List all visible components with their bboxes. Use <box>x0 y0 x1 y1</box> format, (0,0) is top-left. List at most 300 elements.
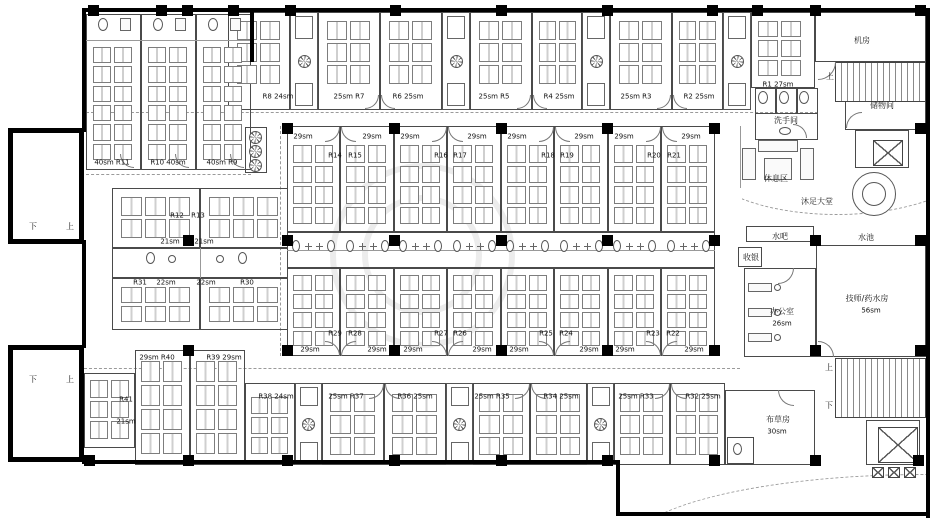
zone-label: 上 <box>66 375 74 384</box>
massage-chair <box>251 437 268 454</box>
toilet-icon <box>292 240 300 252</box>
massage-chair <box>529 275 548 291</box>
massage-chair <box>163 361 182 382</box>
massage-chair <box>218 409 237 430</box>
structural-column <box>182 5 193 16</box>
massage-chair <box>642 65 662 84</box>
massage-chair <box>507 186 526 204</box>
massage-chair <box>502 43 522 62</box>
room-label: R20 <box>647 151 661 160</box>
fan-icon <box>594 418 607 431</box>
fan-icon <box>453 418 466 431</box>
room-label: R30 <box>240 278 254 287</box>
massage-chair <box>689 166 708 184</box>
structural-column <box>709 455 720 466</box>
room-label: 21sm <box>194 237 214 246</box>
massage-chair <box>196 409 215 430</box>
massage-chair <box>93 47 111 63</box>
massage-chair <box>233 287 254 303</box>
massage-chair <box>218 433 237 454</box>
massage-chair <box>689 294 708 310</box>
furniture <box>758 140 798 152</box>
room-label: R8 24sm <box>262 92 294 101</box>
structural-column <box>709 235 720 246</box>
massage-chair <box>507 331 526 347</box>
fixture-icon <box>98 18 108 31</box>
toilet-icon <box>399 240 407 252</box>
massage-chair <box>400 294 419 310</box>
room-label: R29 <box>328 329 342 338</box>
massage-chair <box>257 287 278 303</box>
room-label: 29sm <box>362 132 382 141</box>
massage-chair <box>169 124 187 140</box>
basin-icon <box>359 243 366 250</box>
massage-chair <box>233 306 254 322</box>
room-label: 29sm <box>467 132 487 141</box>
toilet-cell <box>300 387 318 406</box>
exterior-wall <box>250 8 254 62</box>
massage-chair <box>560 186 579 204</box>
structural-column <box>496 455 507 466</box>
massage-chair <box>346 186 365 204</box>
room-label: R1 27sm <box>762 80 794 89</box>
toilet-cell <box>447 16 466 39</box>
zone-label: 下 <box>29 375 37 384</box>
structural-column <box>752 5 763 16</box>
massage-chair <box>642 43 662 62</box>
massage-chair <box>145 287 166 303</box>
massage-chair <box>667 166 686 184</box>
massage-chair <box>148 66 166 82</box>
massage-chair <box>422 166 441 184</box>
structural-column <box>88 5 99 16</box>
fixture-icon <box>733 443 742 455</box>
massage-chair <box>529 166 548 184</box>
massage-chair <box>389 43 409 62</box>
massage-chair <box>141 361 160 382</box>
massage-chair <box>368 186 387 204</box>
massage-chair <box>614 186 633 204</box>
massage-chair <box>114 124 132 140</box>
massage-chair <box>636 275 655 291</box>
zone-label: 储物间 <box>870 101 894 110</box>
room-label: 25sm R3 <box>620 92 652 101</box>
zone-label: 下 <box>29 222 37 231</box>
massage-chair <box>203 86 221 102</box>
massage-chair <box>582 275 601 291</box>
massage-chair <box>412 65 432 84</box>
toilet-icon <box>327 240 335 252</box>
massage-chair <box>260 65 280 84</box>
structural-column <box>282 345 293 356</box>
massage-chair <box>400 207 419 225</box>
fan-icon <box>450 55 463 68</box>
massage-chair <box>196 361 215 382</box>
massage-chair <box>224 86 242 102</box>
room-label: R6 25sm <box>392 92 424 101</box>
utility-strip <box>582 12 610 110</box>
basin-icon <box>530 243 537 250</box>
massage-chair <box>560 166 579 184</box>
massage-chair <box>416 437 437 455</box>
room-label: 22sm <box>196 278 216 287</box>
massage-chair <box>642 21 662 40</box>
massage-chair <box>330 415 351 433</box>
room-label: 26sm <box>772 319 792 328</box>
massage-chair <box>475 145 494 163</box>
structural-column <box>389 345 400 356</box>
massage-chair <box>400 331 419 347</box>
toilet-icon <box>541 240 549 252</box>
massage-chair <box>475 186 494 204</box>
massage-chair <box>507 145 526 163</box>
room-label: R36 25sm <box>397 392 433 401</box>
massage-chair <box>218 385 237 406</box>
massage-chair <box>479 21 499 40</box>
massage-chair <box>293 294 312 310</box>
room-label: R22 <box>666 329 680 338</box>
exterior-wall <box>616 512 930 516</box>
massage-chair <box>667 294 686 310</box>
massage-chair <box>315 186 334 204</box>
massage-chair <box>233 197 254 216</box>
massage-chair <box>699 65 716 84</box>
massage-chair <box>560 207 579 225</box>
toilet-cell <box>451 387 469 406</box>
room-label: R16 <box>434 151 448 160</box>
elevator <box>904 467 916 478</box>
massage-chair <box>209 219 230 238</box>
exterior-wall <box>82 8 86 132</box>
massage-chair <box>368 312 387 328</box>
massage-chair <box>400 186 419 204</box>
massage-chair <box>636 207 655 225</box>
shower-cell <box>447 83 466 106</box>
basin-icon <box>316 243 323 250</box>
massage-chair <box>529 186 548 204</box>
structural-column <box>389 455 400 466</box>
massage-chair <box>293 166 312 184</box>
massage-chair <box>539 65 556 84</box>
structural-column <box>282 235 293 246</box>
toilet-icon <box>506 240 514 252</box>
massage-chair <box>209 287 230 303</box>
massage-chair <box>582 166 601 184</box>
furniture <box>748 308 772 317</box>
massage-chair <box>560 312 579 328</box>
shower-cell <box>587 83 606 106</box>
massage-chair <box>148 124 166 140</box>
massage-chair <box>412 21 432 40</box>
room-label: R25 <box>539 329 553 338</box>
exterior-wall <box>82 240 86 348</box>
massage-chair <box>507 312 526 328</box>
massage-chair <box>582 331 601 347</box>
structural-column <box>810 455 821 466</box>
massage-chair <box>400 275 419 291</box>
massage-chair <box>121 219 142 238</box>
massage-chair <box>667 275 686 291</box>
massage-chair <box>354 437 375 455</box>
fixture-icon <box>208 18 218 31</box>
utility-strip <box>442 12 470 110</box>
zone-label: 办公室 <box>770 307 794 316</box>
massage-chair <box>453 312 472 328</box>
utility-strip <box>587 383 614 465</box>
massage-chair <box>350 43 370 62</box>
massage-chair <box>560 415 581 433</box>
massage-chair <box>90 380 108 398</box>
zone-label: 上 <box>66 222 74 231</box>
massage-chair <box>196 433 215 454</box>
basin-icon <box>584 243 591 250</box>
massage-chair <box>453 166 472 184</box>
structural-column <box>84 455 95 466</box>
massage-chair <box>145 306 166 322</box>
massage-chair <box>422 294 441 310</box>
massage-chair <box>368 294 387 310</box>
massage-chair <box>257 219 278 238</box>
massage-chair <box>453 275 472 291</box>
massage-chair <box>389 65 409 84</box>
room-label: R14 <box>328 151 342 160</box>
room-label: R28 <box>348 329 362 338</box>
massage-chair <box>350 21 370 40</box>
massage-chair <box>619 21 639 40</box>
massage-chair <box>643 415 663 433</box>
massage-chair <box>196 385 215 406</box>
massage-chair <box>368 275 387 291</box>
shower-cell <box>728 83 747 106</box>
massage-chair <box>271 417 288 434</box>
structural-column <box>709 345 720 356</box>
massage-chair <box>614 207 633 225</box>
massage-chair <box>479 437 500 455</box>
massage-chair <box>224 66 242 82</box>
flower-icon <box>249 159 262 172</box>
structural-column <box>602 345 613 356</box>
massage-chair <box>114 47 132 63</box>
staircase <box>835 62 926 102</box>
massage-chair <box>114 105 132 121</box>
massage-chair <box>781 40 801 56</box>
toilet-cell <box>587 16 606 39</box>
basin-icon <box>626 243 633 250</box>
massage-chair <box>536 415 557 433</box>
massage-chair <box>560 294 579 310</box>
massage-chair <box>293 275 312 291</box>
massage-chair <box>422 207 441 225</box>
room-label: 56sm <box>861 306 881 315</box>
massage-chair <box>224 47 242 63</box>
zone-label: 上 <box>825 363 833 372</box>
basin-icon <box>412 243 419 250</box>
massage-chair <box>368 331 387 347</box>
structural-column <box>602 235 613 246</box>
massage-chair <box>224 105 242 121</box>
massage-chair <box>582 145 601 163</box>
room-label: R24 <box>559 329 573 338</box>
utility-strip <box>446 383 473 465</box>
massage-chair <box>169 66 187 82</box>
structural-column <box>810 235 821 246</box>
structural-column <box>183 235 194 246</box>
fan-icon <box>298 55 311 68</box>
structural-column <box>282 455 293 466</box>
basin-icon <box>466 243 473 250</box>
massage-chair <box>346 294 365 310</box>
massage-chair <box>293 331 312 347</box>
zone-label: 水池 <box>858 233 874 242</box>
dashed-curve-arc <box>626 474 930 512</box>
massage-chair <box>90 401 108 419</box>
shower-cell <box>295 83 314 106</box>
toilet-cell <box>295 16 314 39</box>
exterior-wall <box>926 8 930 518</box>
massage-chair <box>529 294 548 310</box>
toilet-icon <box>613 240 621 252</box>
massage-chair <box>689 145 708 163</box>
toilet-cell <box>592 387 610 406</box>
room-label: 29sm <box>579 345 599 354</box>
massage-chair <box>536 437 557 455</box>
structural-column <box>285 5 296 16</box>
massage-chair <box>327 43 347 62</box>
massage-chair <box>315 294 334 310</box>
massage-chair <box>560 437 581 455</box>
room-label: 29sm <box>684 345 704 354</box>
room-label: R10 40sm <box>150 158 186 167</box>
utility-strip <box>295 383 322 465</box>
massage-chair <box>412 43 432 62</box>
massage-chair <box>636 294 655 310</box>
massage-chair <box>209 306 230 322</box>
room-label: 29sm R40 <box>139 353 175 362</box>
massage-chair <box>689 331 708 347</box>
massage-chair <box>453 294 472 310</box>
massage-chair <box>636 186 655 204</box>
structural-column <box>913 455 924 466</box>
massage-chair <box>251 417 268 434</box>
furniture <box>800 148 814 180</box>
room-label: R13 <box>191 211 205 220</box>
room-machine <box>815 12 926 62</box>
room-label: R15 <box>348 151 362 160</box>
massage-chair <box>368 207 387 225</box>
massage-chair <box>400 145 419 163</box>
structural-column <box>389 235 400 246</box>
room-label: R39 29sm <box>206 353 242 362</box>
room-label: 29sm <box>574 132 594 141</box>
massage-chair <box>271 437 288 454</box>
massage-chair <box>475 275 494 291</box>
massage-chair <box>479 65 499 84</box>
structural-column <box>228 5 239 16</box>
massage-chair <box>475 207 494 225</box>
massage-chair <box>163 433 182 454</box>
structural-column <box>707 5 718 16</box>
furniture <box>748 283 772 292</box>
fixture-icon <box>238 252 247 264</box>
massage-chair <box>93 105 111 121</box>
massage-chair <box>781 21 801 37</box>
fan-icon <box>302 418 315 431</box>
zone-label: 技师/药水房 <box>845 294 889 303</box>
massage-chair <box>203 105 221 121</box>
massage-chair <box>502 65 522 84</box>
elevator <box>872 467 884 478</box>
toilet-icon <box>648 240 656 252</box>
room-label: 40sm R9 <box>206 158 238 167</box>
basin-icon <box>477 243 484 250</box>
massage-chair <box>141 433 160 454</box>
fixture-icon <box>146 252 155 264</box>
room-label: 21sm <box>160 237 180 246</box>
massage-chair <box>699 21 716 40</box>
massage-chair <box>145 197 166 216</box>
room-label: R18 <box>541 151 555 160</box>
zone-label: 水吧 <box>772 232 788 241</box>
massage-chair <box>507 166 526 184</box>
massage-chair <box>416 415 437 433</box>
massage-chair <box>327 65 347 84</box>
zone-label: 上 <box>826 72 834 81</box>
massage-chair <box>758 21 778 37</box>
massage-chair <box>93 86 111 102</box>
massage-chair <box>582 207 601 225</box>
room-label: 29sm <box>615 345 635 354</box>
room-label: 25sm R33 <box>618 392 654 401</box>
massage-chair <box>479 415 500 433</box>
massage-chair <box>529 207 548 225</box>
massage-chair <box>699 415 719 433</box>
massage-chair <box>689 312 708 328</box>
room-label: 29sm <box>472 345 492 354</box>
fixture-icon <box>799 91 809 104</box>
massage-chair <box>503 437 524 455</box>
toilet-icon <box>488 240 496 252</box>
massage-chair <box>643 437 663 455</box>
massage-chair <box>114 66 132 82</box>
fan-icon <box>590 55 603 68</box>
massage-chair <box>539 43 556 62</box>
zone-label: 下 <box>825 401 833 410</box>
massage-chair <box>529 312 548 328</box>
structural-column <box>282 123 293 134</box>
room-label: 29sm <box>403 345 423 354</box>
room-label: 29sm <box>400 132 420 141</box>
massage-chair <box>614 312 633 328</box>
massage-chair <box>689 275 708 291</box>
massage-chair <box>148 86 166 102</box>
zone-label: 沐足大堂 <box>801 197 833 206</box>
basin-icon <box>637 243 644 250</box>
furniture <box>742 148 756 180</box>
partition-line <box>740 126 741 188</box>
basin-icon <box>370 243 377 250</box>
massage-chair <box>620 415 640 433</box>
toilet-cell <box>728 16 747 39</box>
massage-chair <box>453 186 472 204</box>
massage-chair <box>559 43 576 62</box>
massage-chair <box>479 43 499 62</box>
massage-chair <box>475 331 494 347</box>
massage-chair <box>209 197 230 216</box>
basin-icon <box>573 243 580 250</box>
massage-chair <box>368 145 387 163</box>
toilet-icon <box>434 240 442 252</box>
zone-label: 收银 <box>743 253 759 262</box>
